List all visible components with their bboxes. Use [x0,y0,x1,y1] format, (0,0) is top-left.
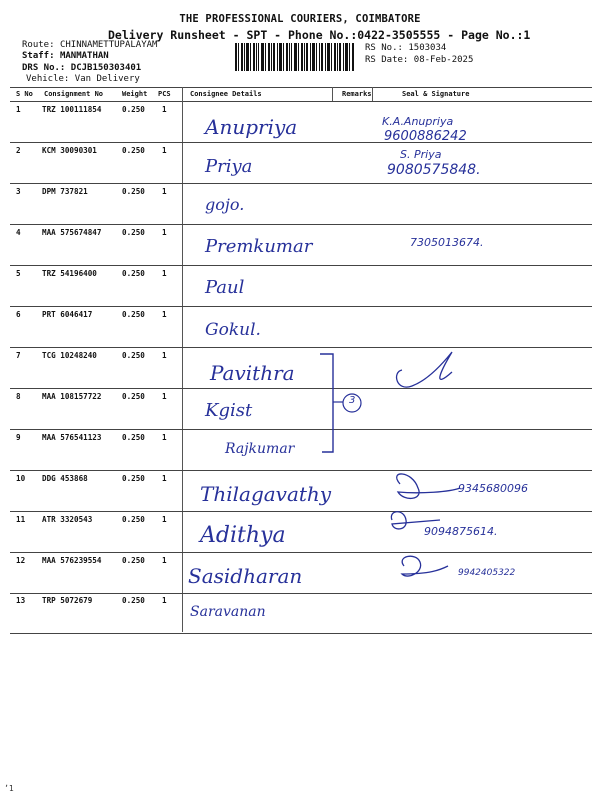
cell-sno: 10 [16,474,26,483]
cell-consignment: MAA 576239554 [42,556,102,565]
rs-no-line [365,43,446,53]
row-divider [10,470,592,471]
table-border-top [10,87,592,88]
staff-label: Staff: [22,51,55,61]
consignee-handwritten-name: Gokul. [205,320,261,340]
route-label: Route: [22,40,55,50]
cell-pcs: 1 [162,310,167,319]
cell-consignment: KCM 30090301 [42,146,97,155]
consignee-handwritten-name: Paul [205,277,245,298]
consignee-handwritten-name: gojo. [205,195,245,214]
column-divider-seal [372,87,373,101]
cell-weight: 0.250 [122,351,145,360]
staff-value: MANMATHAN [59,51,109,61]
bracket-note: 3 [349,395,356,406]
drs-value: DCJB150303401 [70,63,142,73]
row-divider [10,429,592,430]
cell-weight: 0.250 [122,392,145,401]
cell-sno: 8 [16,392,21,401]
cell-pcs: 1 [162,596,167,605]
cell-sno: 6 [16,310,21,319]
cell-pcs: 1 [162,187,167,196]
cell-pcs: 1 [162,392,167,401]
drs-line [22,63,141,73]
cell-weight: 0.250 [122,105,145,114]
route-value: CHINNAMETTUPALAYAM [59,40,158,50]
barcode-image [235,43,355,71]
cell-consignment: TRZ 100111854 [42,105,102,114]
rs-date-line [365,55,473,65]
row-divider [10,347,592,348]
col-header-pcs: PCS [158,90,171,98]
rs-no-value: 1503034 [408,43,447,53]
cell-consignment: MAA 575674847 [42,228,102,237]
seal-handwritten-note: 9345680096 [458,482,528,495]
cell-weight: 0.250 [122,146,145,155]
cell-pcs: 1 [162,269,167,278]
vehicle-line [26,74,140,84]
row-divider [10,633,592,634]
runsheet-subtitle: Delivery Runsheet - SPT - Phone No.:0422-3505555 - Page No.:1 [108,28,531,42]
seal-handwritten-note: 7305013674. [410,236,484,249]
cell-sno: 11 [16,515,26,524]
consignee-handwritten-name: Kgist [205,400,253,421]
consignee-handwritten-name: Sasidharan [188,564,303,588]
cell-weight: 0.250 [122,433,145,442]
consignee-handwritten-name: Premkumar [205,236,313,257]
rs-no-label: RS No.: [365,43,403,53]
row-divider [10,306,592,307]
row-divider [10,552,592,553]
seal-handwritten-note: 9942405322 [458,568,516,578]
cell-consignment: MAA 576541123 [42,433,102,442]
cell-pcs: 1 [162,556,167,565]
cell-consignment: PRT 6046417 [42,310,93,319]
row-divider [10,511,592,512]
header-divider [10,101,592,102]
cell-weight: 0.250 [122,187,145,196]
col-header-weight: Weight [122,90,148,98]
consignee-handwritten-name: Thilagavathy [200,482,332,506]
cell-sno: 9 [16,433,21,442]
row-divider [10,142,592,143]
row-divider [10,388,592,389]
seal-handwritten-note: K.A.Anupriya [382,115,454,128]
consignee-handwritten-name: Rajkumar [225,441,295,457]
rs-date-label: RS Date: [365,55,409,65]
company-title: THE PROFESSIONAL COURIERS, COIMBATORE [179,13,421,25]
rs-date-value: 08-Feb-2025 [413,55,474,65]
cell-sno: 2 [16,146,21,155]
cell-sno: 12 [16,556,26,565]
cell-sno: 7 [16,351,21,360]
cell-pcs: 1 [162,433,167,442]
cell-consignment: MAA 108157722 [42,392,102,401]
cell-sno: 5 [16,269,21,278]
column-divider-consignee [182,87,183,632]
staff-line [22,51,109,61]
col-header-consignee: Consignee Details [190,90,262,98]
seal-handwritten-note: 9094875614. [424,525,498,538]
cell-consignment: DPM 737821 [42,187,88,196]
drs-label: DRS No.: [22,63,66,73]
corner-mark: ʼ1 [4,784,14,793]
cell-weight: 0.250 [122,228,145,237]
cell-weight: 0.250 [122,556,145,565]
cell-weight: 0.250 [122,596,145,605]
seal-handwritten-note: S. Priya [400,148,442,161]
row-divider [10,183,592,184]
cell-weight: 0.250 [122,269,145,278]
cell-consignment: ATR 3320543 [42,515,93,524]
vehicle-value: Van Delivery [74,74,140,84]
consignee-handwritten-name: Anupriya [205,115,298,139]
runsheet-table [10,87,592,632]
vehicle-label: Vehicle: [26,74,70,84]
cell-consignment: TCG 10248240 [42,351,97,360]
row-divider [10,265,592,266]
cell-pcs: 1 [162,474,167,483]
row-divider [10,224,592,225]
cell-weight: 0.250 [122,515,145,524]
col-header-seal: Seal & Signature [402,90,470,98]
column-divider-remarks [332,87,333,101]
cell-consignment: DDG 453868 [42,474,88,483]
route-line [22,40,157,50]
cell-sno: 3 [16,187,21,196]
col-header-sno: S No [16,90,33,98]
seal-handwritten-note: 9600886242 [384,129,467,144]
cell-pcs: 1 [162,105,167,114]
cell-weight: 0.250 [122,310,145,319]
consignee-handwritten-name: Priya [205,156,253,177]
cell-consignment: TRZ 54196400 [42,269,97,278]
cell-sno: 1 [16,105,21,114]
cell-weight: 0.250 [122,474,145,483]
cell-consignment: TRP 5072679 [42,596,93,605]
cell-pcs: 1 [162,146,167,155]
cell-pcs: 1 [162,515,167,524]
consignee-handwritten-name: Pavithra [210,361,295,385]
cell-pcs: 1 [162,351,167,360]
cell-pcs: 1 [162,228,167,237]
col-header-consignment: Consignment No [44,90,104,98]
seal-handwritten-note: 9080575848. [387,162,481,178]
cell-sno: 13 [16,596,26,605]
consignee-handwritten-name: Saravanan [190,604,266,620]
consignee-handwritten-name: Adithya [200,523,286,548]
row-divider [10,593,592,594]
cell-sno: 4 [16,228,21,237]
col-header-remarks: Remarks [342,90,372,98]
